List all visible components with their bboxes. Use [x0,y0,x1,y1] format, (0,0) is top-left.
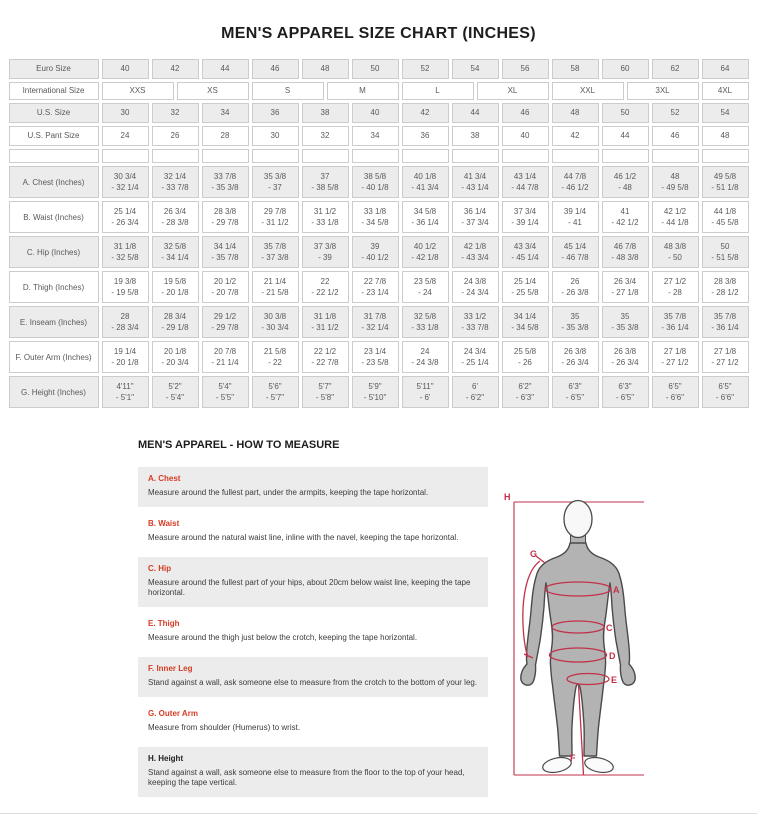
size-cell: 40 [502,126,549,146]
size-cell: 46 [502,103,549,123]
size-cell: 6'2" - 6'3" [502,376,549,408]
size-cell: 30 3/4 - 32 1/4 [102,166,149,198]
size-cell: 22 1/2 - 22 7/8 [302,341,349,373]
size-cell: 30 3/8 - 30 3/4 [252,306,299,338]
measure-item [138,467,488,507]
empty-cell [252,149,299,163]
size-cell: 56 [502,59,549,79]
size-cell: S [252,82,324,100]
size-cell: 3XL [627,82,699,100]
size-cell: 28 3/4 - 29 1/8 [152,306,199,338]
table-row [9,271,749,303]
size-cell: 52 [402,59,449,79]
size-cell: 24 [102,126,149,146]
size-cell: 50 - 51 5/8 [702,236,749,268]
measure-item-text: Measure around the fullest part of your hips, about 20cm below waist line, keeping the tape horizontal. [148,578,471,597]
row-label: A. Chest (Inches) [9,166,99,198]
size-cell: 27 1/2 - 28 [652,271,699,303]
size-cell: 48 [552,103,599,123]
size-cell: 52 [652,103,699,123]
size-cell: M [327,82,399,100]
size-cell: L [402,82,474,100]
size-cell: 44 7/8 - 46 1/2 [552,166,599,198]
size-cell: 23 5/8 - 24 [402,271,449,303]
row-label: G. Height (Inches) [9,376,99,408]
size-cell: 34 1/4 - 34 5/8 [502,306,549,338]
table-row [9,376,749,408]
size-cell: 40 1/2 - 42 1/8 [402,236,449,268]
row-label: B. Waist (Inches) [9,201,99,233]
size-cell: 33 1/8 - 34 5/8 [352,201,399,233]
outer-arm-tick-top [536,556,545,563]
size-cell: 48 [302,59,349,79]
size-cell: 42 [152,59,199,79]
measure-item [138,512,488,552]
human-figure [521,543,635,756]
size-cell: 25 5/8 - 26 [502,341,549,373]
diagram-label-chest: A [613,585,620,595]
diagram-label-thigh: E [611,675,618,685]
size-cell: 40 1/8 - 41 3/4 [402,166,449,198]
how-to-measure-title: MEN'S APPAREL - HOW TO MEASURE [138,439,340,451]
table-row [9,82,749,100]
size-cell: XXL [552,82,624,100]
row-label: F. Outer Arm (Inches) [9,341,99,373]
empty-cell [502,149,549,163]
measure-item-label: B. Waist [148,519,180,528]
size-cell: XL [477,82,549,100]
size-cell: 26 - 26 3/8 [552,271,599,303]
row-label: U.S. Size [9,103,99,123]
size-cell: 46 [252,59,299,79]
size-cell: 49 5/8 - 51 1/8 [702,166,749,198]
row-label: E. Inseam (Inches) [9,306,99,338]
size-cell: 28 3/8 - 29 7/8 [202,201,249,233]
size-cell: 5'9" - 5'10" [352,376,399,408]
measure-item-text: Measure around the thigh just below the crotch, keeping the tape horizontal. [148,633,418,642]
size-cell: 31 7/8 - 32 1/4 [352,306,399,338]
size-cell: 23 1/4 - 23 5/8 [352,341,399,373]
size-cell: 42 [552,126,599,146]
measure-item-text: Stand against a wall, ask someone else to measure from the crotch to the bottom of your leg. [148,678,478,687]
size-cell: 64 [702,59,749,79]
size-cell: 37 3/8 - 39 [302,236,349,268]
size-cell: 5'6" - 5'7" [252,376,299,408]
empty-cell [452,149,499,163]
size-cell: 30 [102,103,149,123]
size-cell: 32 5/8 - 34 1/4 [152,236,199,268]
size-cell: 41 - 42 1/2 [602,201,649,233]
size-cell: 32 [302,126,349,146]
size-cell: 6'3" - 6'5" [602,376,649,408]
size-cell: 27 1/8 - 27 1/2 [652,341,699,373]
diagram-label-height: H [504,492,511,502]
measure-item-text: Measure around the natural waist line, inline with the navel, keeping the tape horizontal. [148,533,459,542]
size-cell: 54 [452,59,499,79]
measure-item-label: G. Outer Arm [148,709,198,718]
empty-cell [702,149,749,163]
size-cell: 45 1/4 - 46 7/8 [552,236,599,268]
size-cell: 32 1/4 - 33 7/8 [152,166,199,198]
size-cell: 44 [452,103,499,123]
size-cell: 33 1/2 - 33 7/8 [452,306,499,338]
empty-cell [552,149,599,163]
size-cell: 34 5/8 - 36 1/4 [402,201,449,233]
table-row [9,103,749,123]
empty-cell [102,149,149,163]
size-cell: 37 - 38 5/8 [302,166,349,198]
size-cell: 58 [552,59,599,79]
empty-cell [602,149,649,163]
row-label: Euro Size [9,59,99,79]
table-row [9,306,749,338]
size-cell: 39 1/4 - 41 [552,201,599,233]
size-cell: 26 3/4 - 28 3/8 [152,201,199,233]
measure-item-text: Stand against a wall, ask someone else to measure from the floor to the top of your head, keeping the tape vertical. [148,768,465,787]
size-cell: 42 1/2 - 44 1/8 [652,201,699,233]
size-cell: 5'4" - 5'5" [202,376,249,408]
size-cell: 35 3/8 - 37 [252,166,299,198]
size-cell: 25 1/4 - 26 3/4 [102,201,149,233]
size-cell: 31 1/2 - 33 1/8 [302,201,349,233]
size-cell: 31 1/8 - 32 5/8 [102,236,149,268]
size-cell: 42 1/8 - 43 3/4 [452,236,499,268]
size-cell: 24 - 24 3/8 [402,341,449,373]
measure-instructions-list [138,467,488,802]
size-cell: 38 5/8 - 40 1/8 [352,166,399,198]
size-cell: 19 5/8 - 20 1/8 [152,271,199,303]
measure-item-label: A. Chest [148,474,181,483]
diagram-label-outer-arm: G [530,549,538,559]
table-row [9,341,749,373]
size-cell: 30 [252,126,299,146]
measure-item-label: H. Height [148,754,184,763]
size-cell: 34 [352,126,399,146]
size-cell: 41 3/4 - 43 1/4 [452,166,499,198]
size-cell: 24 3/8 - 24 3/4 [452,271,499,303]
size-cell: XS [177,82,249,100]
table-row [9,126,749,146]
row-label: U.S. Pant Size [9,126,99,146]
row-label [9,149,99,163]
size-cell: 24 3/4 - 25 1/4 [452,341,499,373]
size-cell: 32 [152,103,199,123]
measure-item [138,702,488,742]
body-measurement-diagram [500,467,650,802]
size-cell: 27 1/8 - 27 1/2 [702,341,749,373]
size-cell: 26 3/8 - 26 3/4 [552,341,599,373]
size-cell: 20 1/2 - 20 7/8 [202,271,249,303]
table-row [9,236,749,268]
size-cell: 26 3/4 - 27 1/8 [602,271,649,303]
size-chart-title: MEN'S APPAREL SIZE CHART (INCHES) [221,25,536,42]
measure-item-label: C. Hip [148,564,172,573]
size-cell: 28 - 28 3/4 [102,306,149,338]
size-cell: 43 3/4 - 45 1/4 [502,236,549,268]
measure-item [138,612,488,652]
empty-cell [402,149,449,163]
size-cell: 46 7/8 - 48 3/8 [602,236,649,268]
measure-item [138,657,488,697]
measure-item-label: E. Thigh [148,619,180,628]
table-row [9,59,749,79]
empty-cell [152,149,199,163]
size-cell: 21 1/4 - 21 5/8 [252,271,299,303]
size-cell: 37 3/4 - 39 1/4 [502,201,549,233]
size-cell: 35 - 35 3/8 [602,306,649,338]
measure-item-label: F. Inner Leg [148,664,193,673]
size-cell: 32 5/8 - 33 1/8 [402,306,449,338]
size-cell: 44 [202,59,249,79]
size-cell: 35 - 35 3/8 [552,306,599,338]
size-cell: 36 1/4 - 37 3/4 [452,201,499,233]
size-cell: 38 [452,126,499,146]
size-cell: 28 [202,126,249,146]
size-cell: 21 5/8 - 22 [252,341,299,373]
size-cell: 34 [202,103,249,123]
size-cell: 19 3/8 - 19 5/8 [102,271,149,303]
figure-feet [541,755,614,775]
size-cell: XXS [102,82,174,100]
size-cell: 50 [352,59,399,79]
size-cell: 48 [702,126,749,146]
table-row [9,201,749,233]
size-cell: 5'2" - 5'4" [152,376,199,408]
size-cell: 40 [102,59,149,79]
empty-cell [202,149,249,163]
size-cell: 35 7/8 - 36 1/4 [652,306,699,338]
size-cell: 46 [652,126,699,146]
how-to-measure-section [138,439,650,802]
size-cell: 42 [402,103,449,123]
size-cell: 54 [702,103,749,123]
size-cell: 48 - 49 5/8 [652,166,699,198]
figure-head [564,501,592,538]
size-cell: 22 7/8 - 23 1/4 [352,271,399,303]
measure-item-text: Measure from shoulder (Humerus) to wrist. [148,723,301,732]
size-cell: 38 [302,103,349,123]
size-cell: 60 [602,59,649,79]
size-chart-table [6,56,752,411]
size-cell: 20 1/8 - 20 3/4 [152,341,199,373]
size-cell: 50 [602,103,649,123]
size-cell: 6'5" - 6'6" [702,376,749,408]
diagram-label-waist: C [606,623,613,633]
size-cell: 6'3" - 6'5" [552,376,599,408]
diagram-label-hip: D [609,651,616,661]
empty-cell [652,149,699,163]
size-cell: 29 1/2 - 29 7/8 [202,306,249,338]
size-cell: 44 [602,126,649,146]
table-row [9,166,749,198]
size-cell: 4XL [702,82,749,100]
measure-item [138,747,488,797]
size-cell: 22 - 22 1/2 [302,271,349,303]
size-cell: 36 [402,126,449,146]
size-cell: 34 1/4 - 35 7/8 [202,236,249,268]
row-label: D. Thigh (Inches) [9,271,99,303]
size-cell: 26 [152,126,199,146]
table-row [9,149,749,163]
measure-item-text: Measure around the fullest part, under the armpits, keeping the tape horizontal. [148,488,429,497]
size-cell: 36 [252,103,299,123]
size-cell: 19 1/4 - 20 1/8 [102,341,149,373]
size-cell: 25 1/4 - 25 5/8 [502,271,549,303]
size-cell: 40 [352,103,399,123]
row-label: C. Hip (Inches) [9,236,99,268]
size-cell: 48 3/8 - 50 [652,236,699,268]
size-cell: 6' - 6'2" [452,376,499,408]
size-cell: 35 7/8 - 37 3/8 [252,236,299,268]
size-cell: 5'7" - 5'8" [302,376,349,408]
size-cell: 5'11" - 6' [402,376,449,408]
size-cell: 28 3/8 - 28 1/2 [702,271,749,303]
size-cell: 29 7/8 - 31 1/2 [252,201,299,233]
size-cell: 26 3/8 - 26 3/4 [602,341,649,373]
size-cell: 6'5" - 6'6" [652,376,699,408]
diagram-label-inner-leg: F [570,753,576,763]
measure-item [138,557,488,607]
body-diagram-svg [500,469,650,787]
size-cell: 31 1/8 - 31 1/2 [302,306,349,338]
bottom-divider [0,813,757,814]
size-cell: 46 1/2 - 48 [602,166,649,198]
size-cell: 20 7/8 - 21 1/4 [202,341,249,373]
size-cell: 33 7/8 - 35 3/8 [202,166,249,198]
empty-cell [352,149,399,163]
size-cell: 62 [652,59,699,79]
row-label: International Size [9,82,99,100]
size-cell: 35 7/8 - 36 1/4 [702,306,749,338]
empty-cell [302,149,349,163]
size-cell: 4'11" - 5'1" [102,376,149,408]
size-cell: 39 - 40 1/2 [352,236,399,268]
size-cell: 43 1/4 - 44 7/8 [502,166,549,198]
size-cell: 44 1/8 - 45 5/8 [702,201,749,233]
